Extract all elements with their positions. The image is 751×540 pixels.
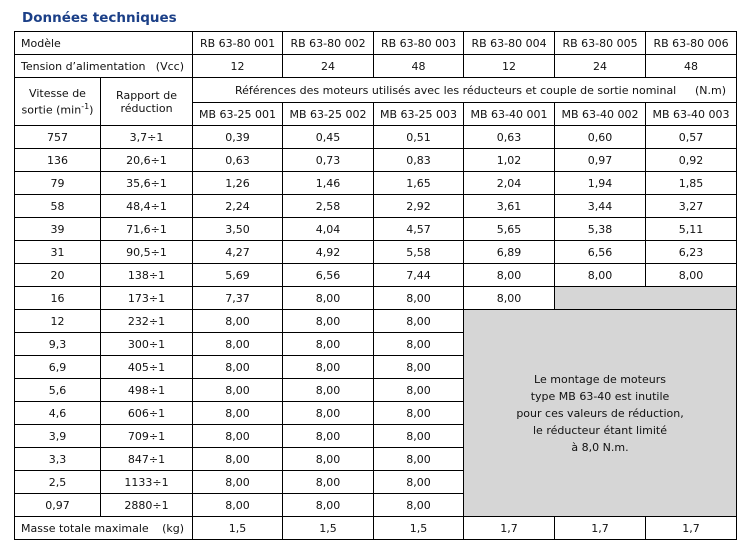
speed-cell: 136 bbox=[15, 149, 101, 172]
torque-cell: 8,00 bbox=[646, 264, 737, 287]
ratio-cell: 35,6÷1 bbox=[101, 172, 193, 195]
table-row bbox=[15, 287, 737, 310]
speed-cell: 0,97 bbox=[15, 494, 101, 517]
torque-cell: 0,57 bbox=[646, 126, 737, 149]
ratio-header: Rapport de réduction bbox=[101, 78, 193, 126]
mass-cell: 1,7 bbox=[464, 517, 555, 540]
voltage-label: Tension d’alimentation bbox=[21, 59, 146, 73]
ratio-cell: 71,6÷1 bbox=[101, 218, 193, 241]
torque-cell: 3,50 bbox=[193, 218, 283, 241]
ratio-cell: 232÷1 bbox=[101, 310, 193, 333]
torque-cell: 6,23 bbox=[646, 241, 737, 264]
voltage-cell: 24 bbox=[283, 55, 374, 78]
speed-header-label: Vitesse de sortie bbox=[21, 86, 86, 117]
torque-cell: 7,44 bbox=[374, 264, 464, 287]
references-header-cell bbox=[193, 78, 737, 103]
mass-cell: 1,5 bbox=[374, 517, 464, 540]
speed-cell: 5,6 bbox=[15, 379, 101, 402]
torque-cell: 8,00 bbox=[374, 448, 464, 471]
voltage-cell: 48 bbox=[374, 55, 464, 78]
mass-label: Masse totale maximale bbox=[21, 521, 149, 535]
torque-cell: 8,00 bbox=[374, 379, 464, 402]
torque-cell: 0,83 bbox=[374, 149, 464, 172]
torque-cell: 8,00 bbox=[283, 425, 374, 448]
mass-label-cell bbox=[15, 517, 193, 540]
torque-cell: 5,69 bbox=[193, 264, 283, 287]
model-cell: RB 63-80 005 bbox=[555, 32, 646, 55]
note-line: à 8,0 N.m. bbox=[571, 440, 629, 454]
note-line: type MB 63-40 est inutile bbox=[530, 389, 670, 403]
speed-cell: 2,5 bbox=[15, 471, 101, 494]
references-label: Références des moteurs utilisés avec les réducteurs et couple de sortie nominal bbox=[235, 83, 677, 97]
torque-cell: 8,00 bbox=[283, 379, 374, 402]
torque-cell: 6,56 bbox=[283, 264, 374, 287]
torque-cell: 8,00 bbox=[193, 402, 283, 425]
table-row bbox=[15, 126, 737, 149]
torque-cell: 5,38 bbox=[555, 218, 646, 241]
torque-cell: 8,00 bbox=[374, 287, 464, 310]
ratio-cell: 606÷1 bbox=[101, 402, 193, 425]
motor-cell: MB 63-40 001 bbox=[464, 103, 555, 126]
torque-cell: 1,94 bbox=[555, 172, 646, 195]
torque-cell: 0,97 bbox=[555, 149, 646, 172]
torque-cell: 1,02 bbox=[464, 149, 555, 172]
model-cell: RB 63-80 003 bbox=[374, 32, 464, 55]
speed-header-unit: (min bbox=[56, 103, 82, 117]
note-box bbox=[464, 310, 737, 517]
torque-cell: 2,58 bbox=[283, 195, 374, 218]
torque-cell: 0,73 bbox=[283, 149, 374, 172]
mass-row bbox=[15, 517, 737, 540]
torque-cell: 0,63 bbox=[464, 126, 555, 149]
table-row bbox=[15, 195, 737, 218]
ratio-cell: 138÷1 bbox=[101, 264, 193, 287]
table-row bbox=[15, 149, 737, 172]
mass-cell: 1,7 bbox=[646, 517, 737, 540]
note-line: le réducteur étant limité bbox=[533, 423, 668, 437]
torque-cell: 8,00 bbox=[193, 333, 283, 356]
table-row bbox=[15, 218, 737, 241]
ratio-cell: 1133÷1 bbox=[101, 471, 193, 494]
voltage-unit: (Vcc) bbox=[155, 59, 185, 73]
note-line: Le montage de moteurs bbox=[534, 372, 666, 386]
torque-cell: 5,58 bbox=[374, 241, 464, 264]
references-unit: (N.m) bbox=[694, 83, 727, 97]
speed-cell: 3,3 bbox=[15, 448, 101, 471]
torque-cell: 4,04 bbox=[283, 218, 374, 241]
torque-cell: 4,92 bbox=[283, 241, 374, 264]
speed-cell: 4,6 bbox=[15, 402, 101, 425]
motor-cell: MB 63-25 001 bbox=[193, 103, 283, 126]
torque-cell: 3,27 bbox=[646, 195, 737, 218]
speed-cell: 31 bbox=[15, 241, 101, 264]
torque-cell: 0,92 bbox=[646, 149, 737, 172]
torque-cell: 1,85 bbox=[646, 172, 737, 195]
mass-cell: 1,7 bbox=[555, 517, 646, 540]
references-header-row bbox=[15, 78, 737, 103]
grey-filler bbox=[555, 287, 737, 310]
torque-cell: 8,00 bbox=[193, 379, 283, 402]
torque-cell: 8,00 bbox=[374, 471, 464, 494]
torque-cell: 5,65 bbox=[464, 218, 555, 241]
speed-cell: 3,9 bbox=[15, 425, 101, 448]
torque-cell: 5,11 bbox=[646, 218, 737, 241]
torque-cell: 8,00 bbox=[464, 287, 555, 310]
speed-header-close: ) bbox=[89, 103, 94, 117]
motor-cell: MB 63-25 002 bbox=[283, 103, 374, 126]
torque-cell: 8,00 bbox=[283, 356, 374, 379]
torque-cell: 0,63 bbox=[193, 149, 283, 172]
speed-header-exp: -1 bbox=[81, 101, 90, 111]
voltage-cell: 12 bbox=[193, 55, 283, 78]
motor-cell: MB 63-40 003 bbox=[646, 103, 737, 126]
torque-cell: 0,60 bbox=[555, 126, 646, 149]
speed-header bbox=[15, 78, 101, 126]
torque-cell: 8,00 bbox=[283, 402, 374, 425]
torque-cell: 8,00 bbox=[283, 287, 374, 310]
ratio-cell: 2880÷1 bbox=[101, 494, 193, 517]
torque-cell: 8,00 bbox=[283, 471, 374, 494]
torque-cell: 1,26 bbox=[193, 172, 283, 195]
torque-cell: 4,57 bbox=[374, 218, 464, 241]
torque-cell: 8,00 bbox=[374, 356, 464, 379]
torque-cell: 8,00 bbox=[193, 448, 283, 471]
torque-cell: 8,00 bbox=[193, 356, 283, 379]
torque-cell: 8,00 bbox=[193, 310, 283, 333]
torque-cell: 1,65 bbox=[374, 172, 464, 195]
model-cell: RB 63-80 006 bbox=[646, 32, 737, 55]
motor-cell: MB 63-40 002 bbox=[555, 103, 646, 126]
speed-cell: 9,3 bbox=[15, 333, 101, 356]
table-row bbox=[15, 241, 737, 264]
speed-cell: 6,9 bbox=[15, 356, 101, 379]
torque-cell: 8,00 bbox=[374, 425, 464, 448]
speed-cell: 16 bbox=[15, 287, 101, 310]
speed-cell: 12 bbox=[15, 310, 101, 333]
ratio-cell: 48,4÷1 bbox=[101, 195, 193, 218]
torque-cell: 8,00 bbox=[193, 494, 283, 517]
voltage-row bbox=[15, 55, 737, 78]
torque-cell: 8,00 bbox=[374, 494, 464, 517]
torque-cell: 2,92 bbox=[374, 195, 464, 218]
ratio-cell: 20,6÷1 bbox=[101, 149, 193, 172]
speed-cell: 39 bbox=[15, 218, 101, 241]
torque-cell: 1,46 bbox=[283, 172, 374, 195]
model-cell: RB 63-80 004 bbox=[464, 32, 555, 55]
speed-cell: 58 bbox=[15, 195, 101, 218]
motor-cell: MB 63-25 003 bbox=[374, 103, 464, 126]
voltage-label-cell bbox=[15, 55, 193, 78]
speed-cell: 20 bbox=[15, 264, 101, 287]
mass-unit: (kg) bbox=[162, 521, 185, 535]
torque-cell: 4,27 bbox=[193, 241, 283, 264]
torque-cell: 8,00 bbox=[555, 264, 646, 287]
section-title: Données techniques bbox=[22, 10, 177, 26]
torque-cell: 8,00 bbox=[464, 264, 555, 287]
torque-cell: 2,24 bbox=[193, 195, 283, 218]
voltage-cell: 48 bbox=[646, 55, 737, 78]
table-row bbox=[15, 310, 737, 333]
torque-cell: 8,00 bbox=[283, 310, 374, 333]
torque-cell: 8,00 bbox=[283, 448, 374, 471]
specs-table bbox=[14, 31, 737, 540]
ratio-cell: 405÷1 bbox=[101, 356, 193, 379]
ratio-cell: 498÷1 bbox=[101, 379, 193, 402]
ratio-cell: 300÷1 bbox=[101, 333, 193, 356]
torque-cell: 7,37 bbox=[193, 287, 283, 310]
table-row bbox=[15, 172, 737, 195]
model-cell: RB 63-80 001 bbox=[193, 32, 283, 55]
torque-cell: 8,00 bbox=[374, 402, 464, 425]
mass-cell: 1,5 bbox=[283, 517, 374, 540]
model-cell: RB 63-80 002 bbox=[283, 32, 374, 55]
model-row bbox=[15, 32, 737, 55]
torque-cell: 6,89 bbox=[464, 241, 555, 264]
note-line: pour ces valeurs de réduction, bbox=[516, 406, 684, 420]
torque-cell: 2,04 bbox=[464, 172, 555, 195]
torque-cell: 0,51 bbox=[374, 126, 464, 149]
model-label: Modèle bbox=[15, 32, 193, 55]
table-row bbox=[15, 264, 737, 287]
torque-cell: 8,00 bbox=[283, 494, 374, 517]
torque-cell: 8,00 bbox=[283, 333, 374, 356]
mass-cell: 1,5 bbox=[193, 517, 283, 540]
ratio-cell: 90,5÷1 bbox=[101, 241, 193, 264]
torque-cell: 0,39 bbox=[193, 126, 283, 149]
torque-cell: 8,00 bbox=[374, 310, 464, 333]
speed-cell: 757 bbox=[15, 126, 101, 149]
speed-cell: 79 bbox=[15, 172, 101, 195]
ratio-cell: 173÷1 bbox=[101, 287, 193, 310]
ratio-cell: 847÷1 bbox=[101, 448, 193, 471]
ratio-cell: 709÷1 bbox=[101, 425, 193, 448]
torque-cell: 3,44 bbox=[555, 195, 646, 218]
torque-cell: 6,56 bbox=[555, 241, 646, 264]
voltage-cell: 12 bbox=[464, 55, 555, 78]
torque-cell: 3,61 bbox=[464, 195, 555, 218]
torque-cell: 8,00 bbox=[374, 333, 464, 356]
ratio-cell: 3,7÷1 bbox=[101, 126, 193, 149]
torque-cell: 0,45 bbox=[283, 126, 374, 149]
torque-cell: 8,00 bbox=[193, 471, 283, 494]
voltage-cell: 24 bbox=[555, 55, 646, 78]
torque-cell: 8,00 bbox=[193, 425, 283, 448]
